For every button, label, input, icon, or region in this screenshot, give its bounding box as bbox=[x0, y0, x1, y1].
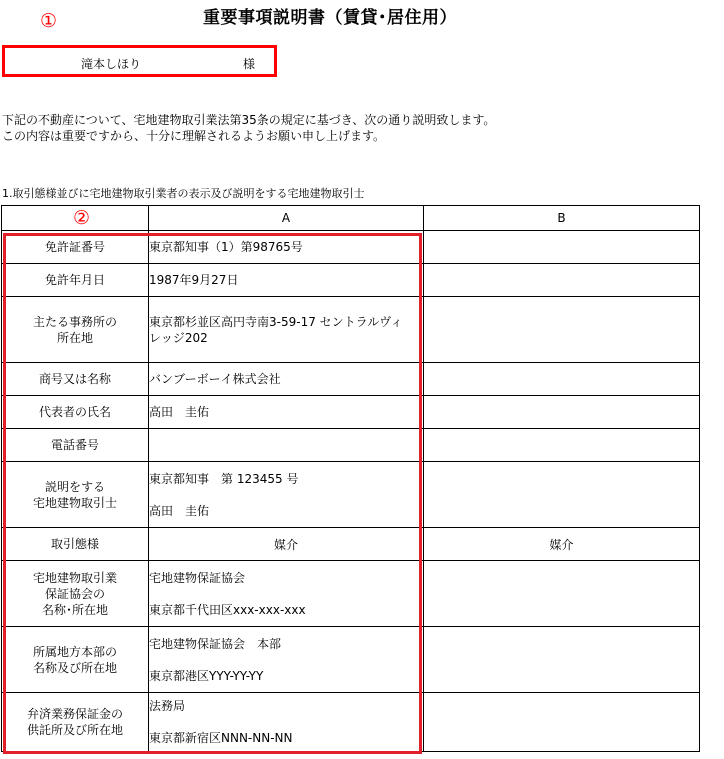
cell-line: 法務局 bbox=[149, 699, 186, 713]
table-row bbox=[2, 396, 700, 429]
section-heading: 1.取引態様並びに宅地建物取引業者の表示及び説明をする宅地建物取引士 bbox=[2, 187, 365, 200]
row-label-line: 宅地建物取引士 bbox=[32, 495, 117, 510]
table-row bbox=[2, 693, 700, 752]
agent-info-table bbox=[1, 205, 700, 752]
cell-a: 1987年9月27日 bbox=[149, 264, 424, 297]
row-label-line: 保証協会の bbox=[44, 586, 105, 601]
cell-a: 東京都知事（1）第98765号 bbox=[149, 231, 424, 264]
row-label: 免許証番号 bbox=[2, 231, 149, 264]
cell-b bbox=[424, 693, 700, 752]
header-col-b: B bbox=[424, 206, 700, 231]
cell-line: 東京都新宿区NNN-NN-NN bbox=[149, 731, 293, 745]
table-row bbox=[2, 297, 700, 363]
cell-b: 媒介 bbox=[424, 528, 700, 561]
table-row bbox=[2, 429, 700, 462]
cell-line: 東京都港区YYY-YY-YY bbox=[149, 668, 264, 683]
row-label-line: 宅地建物取引業 bbox=[32, 570, 117, 585]
cell-a bbox=[149, 462, 424, 528]
row-label: 代表者の氏名 bbox=[2, 396, 149, 429]
row-label-line: 供託所及び所在地 bbox=[26, 723, 123, 737]
cell-a bbox=[149, 429, 424, 462]
intro-line-2: この内容は重要ですから、十分に理解されるようお願い申し上げます。 bbox=[2, 129, 386, 143]
cell-b bbox=[424, 297, 700, 363]
table-row bbox=[2, 528, 700, 561]
table-row bbox=[2, 363, 700, 396]
annotation-marker-1: ① bbox=[40, 10, 58, 32]
cell-b bbox=[424, 264, 700, 297]
row-label-line: 主たる事務所の bbox=[32, 314, 117, 329]
row-label: 商号又は名称 bbox=[2, 363, 149, 396]
table-row bbox=[2, 561, 700, 627]
row-label-line: 名称･所在地 bbox=[41, 602, 108, 617]
cell-a: 高田 圭佑 bbox=[149, 396, 424, 429]
row-label bbox=[2, 627, 149, 693]
document-title: 重要事項説明書（賃貸･居住用） bbox=[203, 8, 457, 28]
row-label: 取引態様 bbox=[2, 528, 149, 561]
recipient-honorific: 様 bbox=[243, 57, 256, 71]
row-label: 電話番号 bbox=[2, 429, 149, 462]
row-label bbox=[2, 462, 149, 528]
cell-b bbox=[424, 462, 700, 528]
cell-b bbox=[424, 627, 700, 693]
cell-line: 東京都知事 第 123455 号 bbox=[149, 471, 299, 486]
table-row bbox=[2, 231, 700, 264]
table-header-row bbox=[2, 206, 700, 231]
table-row bbox=[2, 627, 700, 693]
cell-b bbox=[424, 363, 700, 396]
annotation-marker-2: ② bbox=[73, 207, 91, 229]
recipient-name: 滝本しほり bbox=[81, 57, 142, 71]
cell-a bbox=[149, 561, 424, 627]
row-label bbox=[2, 297, 149, 363]
header-col-a: A bbox=[149, 206, 424, 231]
cell-a: 媒介 bbox=[149, 528, 424, 561]
table-row bbox=[2, 264, 700, 297]
cell-a: バンブーボーイ株式会社 bbox=[149, 363, 424, 396]
cell-a bbox=[149, 297, 424, 363]
cell-b bbox=[424, 429, 700, 462]
table-row bbox=[2, 462, 700, 528]
cell-a bbox=[149, 693, 424, 752]
cell-a bbox=[149, 627, 424, 693]
cell-line: レッジ202 bbox=[149, 330, 208, 345]
cell-line: 宅地建物保証協会 本部 bbox=[149, 636, 282, 651]
row-label: 免許年月日 bbox=[2, 264, 149, 297]
row-label-line: 所属地方本部の bbox=[32, 644, 117, 659]
row-label-line: 所在地 bbox=[56, 330, 93, 345]
row-label-line: 説明をする bbox=[44, 479, 105, 494]
cell-b bbox=[424, 396, 700, 429]
intro-line-1: 下記の不動産について、宅地建物取引業法第35条の規定に基づき、次の通り説明致します。 bbox=[2, 113, 496, 127]
cell-line: 東京都杉並区高円寺南3-59-17 セントラルヴィ bbox=[149, 314, 403, 329]
cell-b bbox=[424, 561, 700, 627]
cell-line: 高田 圭佑 bbox=[149, 503, 210, 518]
intro-text bbox=[2, 112, 495, 144]
row-label bbox=[2, 693, 149, 752]
row-label-line: 名称及び所在地 bbox=[32, 660, 117, 675]
recipient-box bbox=[2, 45, 277, 77]
row-label bbox=[2, 561, 149, 627]
cell-line: 東京都千代田区xxx-xxx-xxx bbox=[149, 602, 306, 617]
cell-line: 宅地建物保証協会 bbox=[149, 570, 246, 585]
row-label-line: 弁済業務保証金の bbox=[26, 707, 123, 721]
cell-b bbox=[424, 231, 700, 264]
